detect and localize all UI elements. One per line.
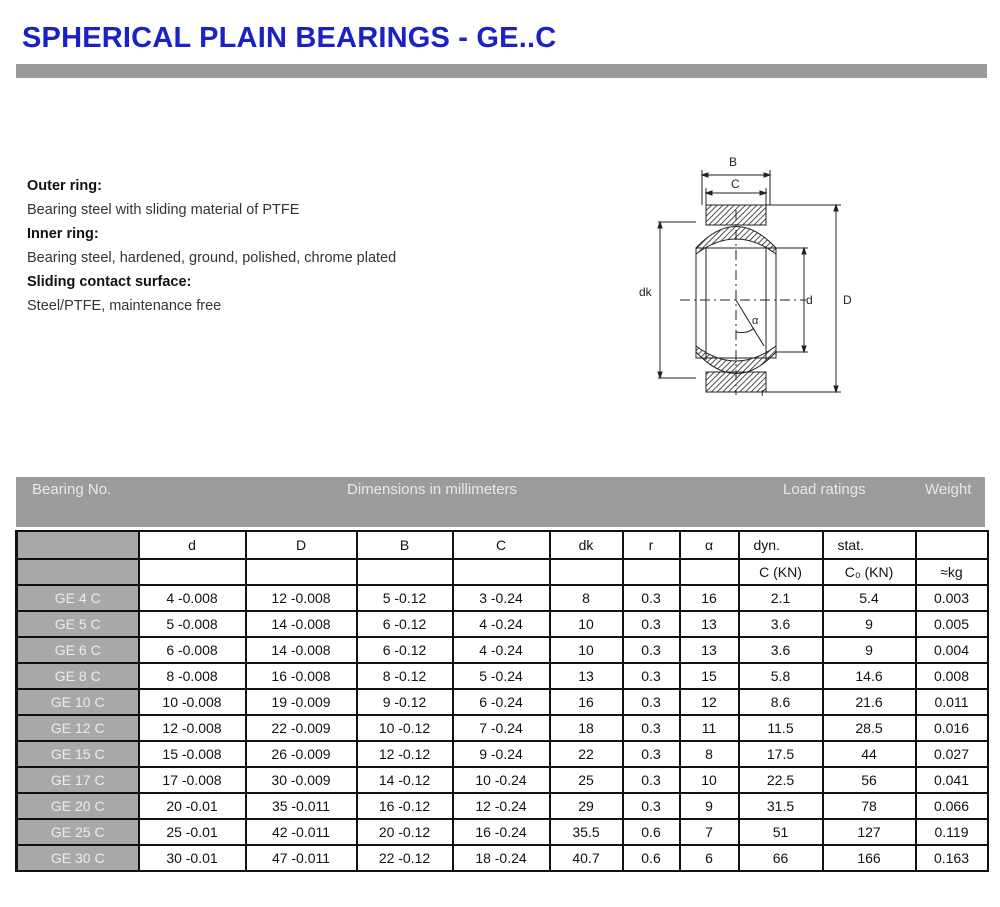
cell-C: 10 -0.24 — [453, 767, 550, 793]
unit-blank — [357, 559, 453, 585]
outer-ring-heading: Outer ring: — [27, 178, 102, 194]
unit-header-row — [17, 559, 988, 585]
cell-C: 9 -0.24 — [453, 741, 550, 767]
cell-alpha: 11 — [680, 715, 739, 741]
cell-dk: 18 — [550, 715, 623, 741]
drawing-label-d: d — [806, 293, 813, 307]
cell-alpha: 13 — [680, 611, 739, 637]
cell-d: 10 -0.008 — [139, 689, 246, 715]
cell-C: 7 -0.24 — [453, 715, 550, 741]
drawing-label-B: B — [729, 155, 738, 169]
cell-C: 5 -0.24 — [453, 663, 550, 689]
table-group-header-band — [16, 477, 985, 527]
drawing-label-D: D — [843, 293, 852, 307]
col-header-weight-blank — [916, 531, 988, 559]
cell-D: 22 -0.009 — [246, 715, 357, 741]
cell-dk: 22 — [550, 741, 623, 767]
cell-bearing-no: GE 15 C — [17, 741, 139, 767]
unit-bearing-cell — [17, 559, 139, 585]
cell-dk: 35.5 — [550, 819, 623, 845]
cell-C: 12 -0.24 — [453, 793, 550, 819]
cell-stat: 14.6 — [823, 663, 916, 689]
cell-D: 14 -0.008 — [246, 637, 357, 663]
col-header-d: d — [139, 531, 246, 559]
outer-ring-text: Bearing steel with sliding material of PTFE — [27, 202, 300, 218]
cell-r: 0.3 — [623, 793, 680, 819]
cell-r: 0.3 — [623, 637, 680, 663]
cell-stat: 9 — [823, 611, 916, 637]
cell-stat: 78 — [823, 793, 916, 819]
column-header-row — [17, 531, 988, 559]
dimensions-header: Dimensions in millimeters — [347, 481, 518, 498]
table-row — [17, 689, 988, 715]
cell-kg: 0.041 — [916, 767, 988, 793]
cell-r: 0.3 — [623, 741, 680, 767]
cell-alpha: 12 — [680, 689, 739, 715]
inner-ring-heading: Inner ring: — [27, 226, 99, 242]
unit-blank — [623, 559, 680, 585]
cell-B: 12 -0.12 — [357, 741, 453, 767]
cell-stat: 44 — [823, 741, 916, 767]
unit-blank — [246, 559, 357, 585]
title-divider-bar — [16, 64, 987, 78]
cell-C: 3 -0.24 — [453, 585, 550, 611]
cell-dyn: 22.5 — [739, 767, 823, 793]
cell-stat: 127 — [823, 819, 916, 845]
cell-r: 0.3 — [623, 689, 680, 715]
cell-B: 22 -0.12 — [357, 845, 453, 871]
bearing-cross-section-drawing — [636, 150, 866, 405]
col-header-stat: stat. — [823, 531, 916, 559]
unit-blank — [139, 559, 246, 585]
drawing-label-dk: dk — [639, 285, 652, 299]
cell-alpha: 8 — [680, 741, 739, 767]
cell-kg: 0.008 — [916, 663, 988, 689]
unit-weight: ≈kg — [916, 559, 988, 585]
sliding-surface-heading: Sliding contact surface: — [27, 274, 192, 290]
cell-dyn: 11.5 — [739, 715, 823, 741]
header-bearing-cell — [17, 531, 139, 559]
cell-B: 8 -0.12 — [357, 663, 453, 689]
cell-B: 6 -0.12 — [357, 611, 453, 637]
cell-stat: 28.5 — [823, 715, 916, 741]
cell-dyn: 5.8 — [739, 663, 823, 689]
bearing-spec-table — [15, 530, 989, 872]
cell-d: 15 -0.008 — [139, 741, 246, 767]
cell-alpha: 7 — [680, 819, 739, 845]
cell-B: 16 -0.12 — [357, 793, 453, 819]
cell-stat: 166 — [823, 845, 916, 871]
cell-kg: 0.163 — [916, 845, 988, 871]
cell-C: 6 -0.24 — [453, 689, 550, 715]
cell-d: 6 -0.008 — [139, 637, 246, 663]
cell-C: 4 -0.24 — [453, 611, 550, 637]
cell-dyn: 2.1 — [739, 585, 823, 611]
cell-D: 14 -0.008 — [246, 611, 357, 637]
cell-C: 18 -0.24 — [453, 845, 550, 871]
cell-dyn: 17.5 — [739, 741, 823, 767]
cell-bearing-no: GE 6 C — [17, 637, 139, 663]
cell-kg: 0.005 — [916, 611, 988, 637]
cell-D: 47 -0.011 — [246, 845, 357, 871]
cell-stat: 5.4 — [823, 585, 916, 611]
cell-dk: 10 — [550, 637, 623, 663]
col-header-dk: dk — [550, 531, 623, 559]
page-title: SPHERICAL PLAIN BEARINGS - GE..C — [22, 22, 557, 54]
cell-d: 5 -0.008 — [139, 611, 246, 637]
cell-B: 9 -0.12 — [357, 689, 453, 715]
drawing-label-alpha: α — [752, 315, 759, 327]
unit-stat: C₀ (KN) — [823, 559, 916, 585]
cell-C: 16 -0.24 — [453, 819, 550, 845]
cell-r: 0.3 — [623, 585, 680, 611]
cell-B: 14 -0.12 — [357, 767, 453, 793]
cell-dk: 16 — [550, 689, 623, 715]
cell-dk: 10 — [550, 611, 623, 637]
material-description — [27, 174, 587, 318]
cell-B: 10 -0.12 — [357, 715, 453, 741]
cell-dk: 13 — [550, 663, 623, 689]
cell-D: 30 -0.009 — [246, 767, 357, 793]
col-header-C: C — [453, 531, 550, 559]
cell-bearing-no: GE 12 C — [17, 715, 139, 741]
cell-stat: 21.6 — [823, 689, 916, 715]
col-header-B: B — [357, 531, 453, 559]
cell-dk: 29 — [550, 793, 623, 819]
cell-B: 20 -0.12 — [357, 819, 453, 845]
table-row — [17, 741, 988, 767]
cell-kg: 0.027 — [916, 741, 988, 767]
cell-alpha: 6 — [680, 845, 739, 871]
sliding-surface-text: Steel/PTFE, maintenance free — [27, 298, 222, 314]
cell-stat: 9 — [823, 637, 916, 663]
cell-bearing-no: GE 20 C — [17, 793, 139, 819]
cell-C: 4 -0.24 — [453, 637, 550, 663]
drawing-label-r: r — [761, 387, 765, 399]
cell-d: 8 -0.008 — [139, 663, 246, 689]
cell-alpha: 15 — [680, 663, 739, 689]
cell-d: 12 -0.008 — [139, 715, 246, 741]
cell-r: 0.6 — [623, 819, 680, 845]
cell-alpha: 13 — [680, 637, 739, 663]
cell-D: 19 -0.009 — [246, 689, 357, 715]
bearing-no-header: Bearing No. — [32, 481, 112, 498]
cell-D: 12 -0.008 — [246, 585, 357, 611]
cell-dyn: 66 — [739, 845, 823, 871]
cell-r: 0.6 — [623, 845, 680, 871]
cell-kg: 0.016 — [916, 715, 988, 741]
cell-kg: 0.003 — [916, 585, 988, 611]
cell-d: 25 -0.01 — [139, 819, 246, 845]
cell-bearing-no: GE 8 C — [17, 663, 139, 689]
cell-d: 17 -0.008 — [139, 767, 246, 793]
cell-bearing-no: GE 4 C — [17, 585, 139, 611]
cell-dyn: 3.6 — [739, 611, 823, 637]
cell-dk: 40.7 — [550, 845, 623, 871]
cell-D: 26 -0.009 — [246, 741, 357, 767]
unit-blank — [453, 559, 550, 585]
cell-dyn: 31.5 — [739, 793, 823, 819]
cell-dk: 25 — [550, 767, 623, 793]
table-row — [17, 845, 988, 871]
cell-alpha: 16 — [680, 585, 739, 611]
table-row — [17, 715, 988, 741]
cell-alpha: 10 — [680, 767, 739, 793]
cell-dyn: 8.6 — [739, 689, 823, 715]
table-row — [17, 611, 988, 637]
cell-kg: 0.011 — [916, 689, 988, 715]
table-row — [17, 663, 988, 689]
cell-kg: 0.119 — [916, 819, 988, 845]
unit-blank — [680, 559, 739, 585]
unit-dyn: C (KN) — [739, 559, 823, 585]
col-header-alpha: α — [680, 531, 739, 559]
unit-blank — [550, 559, 623, 585]
table-row — [17, 819, 988, 845]
cell-d: 30 -0.01 — [139, 845, 246, 871]
cell-bearing-no: GE 5 C — [17, 611, 139, 637]
cell-dyn: 3.6 — [739, 637, 823, 663]
cell-r: 0.3 — [623, 611, 680, 637]
table-row — [17, 793, 988, 819]
cell-dk: 8 — [550, 585, 623, 611]
inner-ring-text: Bearing steel, hardened, ground, polished, chrome plated — [27, 250, 397, 266]
cell-bearing-no: GE 10 C — [17, 689, 139, 715]
cell-kg: 0.066 — [916, 793, 988, 819]
weight-header: Weight — [925, 481, 972, 498]
table-row — [17, 637, 988, 663]
cell-bearing-no: GE 25 C — [17, 819, 139, 845]
cell-bearing-no: GE 17 C — [17, 767, 139, 793]
table-row — [17, 767, 988, 793]
cell-bearing-no: GE 30 C — [17, 845, 139, 871]
cell-d: 4 -0.008 — [139, 585, 246, 611]
cell-r: 0.3 — [623, 715, 680, 741]
cell-B: 5 -0.12 — [357, 585, 453, 611]
cell-B: 6 -0.12 — [357, 637, 453, 663]
cell-D: 35 -0.011 — [246, 793, 357, 819]
drawing-label-C: C — [731, 177, 740, 191]
cell-stat: 56 — [823, 767, 916, 793]
cell-r: 0.3 — [623, 767, 680, 793]
cell-D: 16 -0.008 — [246, 663, 357, 689]
col-header-dyn: dyn. — [739, 531, 823, 559]
col-header-D: D — [246, 531, 357, 559]
cell-dyn: 51 — [739, 819, 823, 845]
cell-D: 42 -0.011 — [246, 819, 357, 845]
cell-r: 0.3 — [623, 663, 680, 689]
cell-alpha: 9 — [680, 793, 739, 819]
cell-d: 20 -0.01 — [139, 793, 246, 819]
load-ratings-header: Load ratings — [783, 481, 866, 498]
table-row — [17, 585, 988, 611]
cell-kg: 0.004 — [916, 637, 988, 663]
col-header-r: r — [623, 531, 680, 559]
